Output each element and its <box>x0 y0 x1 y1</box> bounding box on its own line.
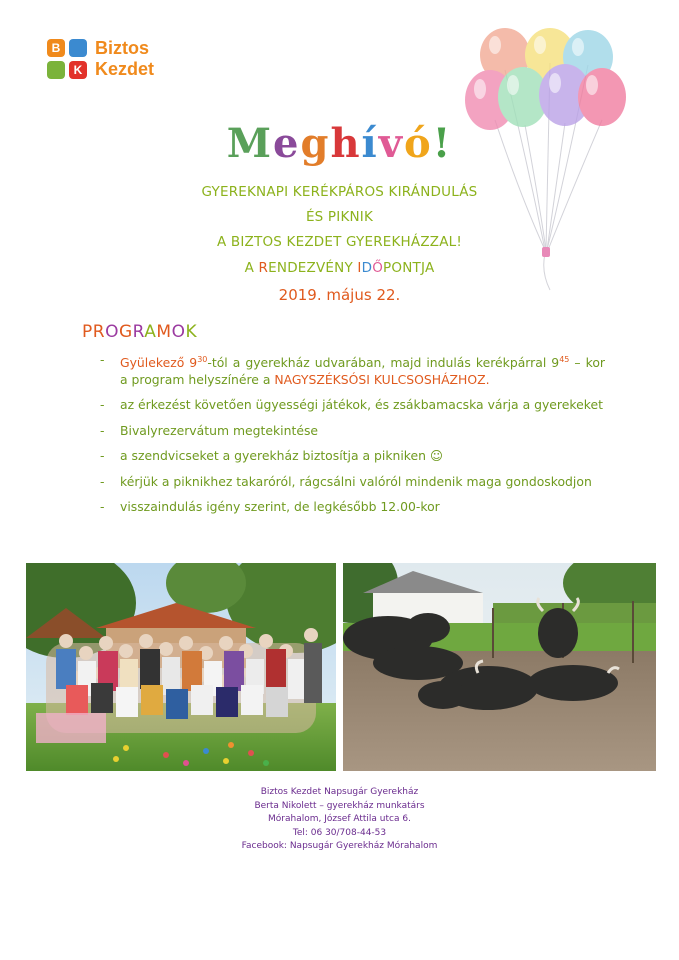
subtitle-line4-letter: Y <box>344 260 353 276</box>
program-list <box>100 352 605 525</box>
departure-time-minutes: 45 <box>559 355 570 364</box>
subtitle-line4-letter: E <box>297 260 307 276</box>
footer-org: Biztos Kezdet Napsugár Gyerekház <box>260 787 419 797</box>
programok-letter: O <box>105 322 119 342</box>
programok-letter: M <box>156 322 172 342</box>
footer-phone: Tel: 06 30/708-44-53 <box>292 827 387 838</box>
balloon-pink-right <box>578 68 626 126</box>
program-item-sandwiches: - a szendvicseket a gyerekház biztosítja a pikniken ☺ <box>100 448 605 465</box>
programok-letter: K <box>185 322 198 342</box>
gathering-time-minutes: 30 <box>197 355 208 364</box>
invitation-title <box>0 120 679 167</box>
subtitle-line4-letter: Z <box>306 260 316 276</box>
logo-line2: Kezdet <box>95 59 155 79</box>
contact-footer <box>0 786 679 854</box>
title-letter: e <box>273 120 301 167</box>
subtitle-line2: ÉS PIKNIK <box>305 209 374 225</box>
logo-square-b: B <box>47 39 65 57</box>
subtitle-line4-letter: J <box>420 260 425 276</box>
programok-letter: P <box>82 322 93 342</box>
program-item-blankets: - kérjük a piknikhez takaróról, rágcsálni valóról mindenik maga gondoskodjon <box>100 474 605 491</box>
subtitle-line4-letter: É <box>325 260 335 276</box>
logo-square-k: K <box>69 61 87 79</box>
title-letter: g <box>300 120 331 167</box>
logo-wordmark <box>95 38 154 80</box>
logo-line1: Biztos <box>95 38 149 58</box>
programok-heading <box>82 322 197 342</box>
subtitle-line4-letter: R <box>258 260 269 276</box>
program-item-buffalo: - Bivalyrezervátum megtekintése <box>100 423 605 440</box>
subtitle-line4-letter: I <box>357 260 362 276</box>
program-item-return: - visszaindulás igény szerint, de legkésőbb 12.00-kor <box>100 499 605 516</box>
subtitle-line1: GYEREKNAPI KERÉKPÁROS KIRÁNDULÁS <box>201 184 478 200</box>
programok-letter: R <box>92 322 106 342</box>
subtitle-line4-letter: N <box>276 260 288 276</box>
group-photo <box>26 563 336 771</box>
title-letter: v <box>378 120 404 167</box>
subtitle-line4-letter: E <box>268 260 277 276</box>
footer-address: Mórahalom, József Attila utca 6. <box>268 814 411 824</box>
gathering-label: Gyülekező <box>120 355 185 371</box>
title-letter: h <box>330 120 362 167</box>
subtitle-line4-letter: T <box>412 260 421 276</box>
gathering-text: -tól a gyerekház udvarában, majd indulás kerékpárral 9 <box>207 355 560 371</box>
footer-facebook: Facebook: Napsugár Gyerekház Mórahalom <box>241 841 438 851</box>
destination-name: NAGYSZÉKSÓSI KULCSOSHÁZHOZ. <box>274 371 490 387</box>
footer-contact-person: Berta Nikolett – gyerekház munkatárs <box>254 800 425 811</box>
gathering-text-2: – kor a program helyszínére a <box>120 355 605 387</box>
programok-letter: O <box>171 322 186 342</box>
subtitle-line4-letter: N <box>334 260 345 276</box>
subtitle-line4-letter: D <box>287 260 298 276</box>
subtitle-line4-letter: O <box>391 260 403 276</box>
event-date: 2019. május 22. <box>278 286 401 304</box>
subtitle-line3: A BIZTOS KEZDET GYEREKHÁZZAL! <box>216 234 463 250</box>
subtitle-line4-letter: D <box>361 260 373 276</box>
biztos-kezdet-logo <box>47 38 154 80</box>
gathering-time-hour: 9 <box>184 355 198 371</box>
title-letter: ! <box>432 120 453 167</box>
title-letter: í <box>361 120 379 167</box>
program-item-gathering <box>100 352 605 388</box>
title-letter: ó <box>404 120 433 167</box>
subtitle-line4-letter: N <box>402 260 413 276</box>
subtitle-line4-letter: V <box>315 260 326 276</box>
subtitle-line4 <box>0 260 679 276</box>
subtitle-line4-letter: A <box>424 260 435 276</box>
buffalo-photo <box>343 563 656 771</box>
logo-square-green <box>47 61 65 79</box>
subtitle-line4-letter: A <box>244 260 255 276</box>
logo-square-blue <box>69 39 87 57</box>
program-item-games: - az érkezést követően ügyességi játékok, és zsákbamacska várja a gyerekeket <box>100 397 605 414</box>
programok-letter: R <box>132 322 145 342</box>
logo-mark <box>47 39 87 79</box>
subtitle-line4-letter: P <box>383 260 392 276</box>
subtitle-line4-letter: Ő <box>372 260 384 276</box>
programok-letter: G <box>118 322 133 342</box>
programok-letter: A <box>144 322 157 342</box>
title-letter: M <box>226 120 274 167</box>
